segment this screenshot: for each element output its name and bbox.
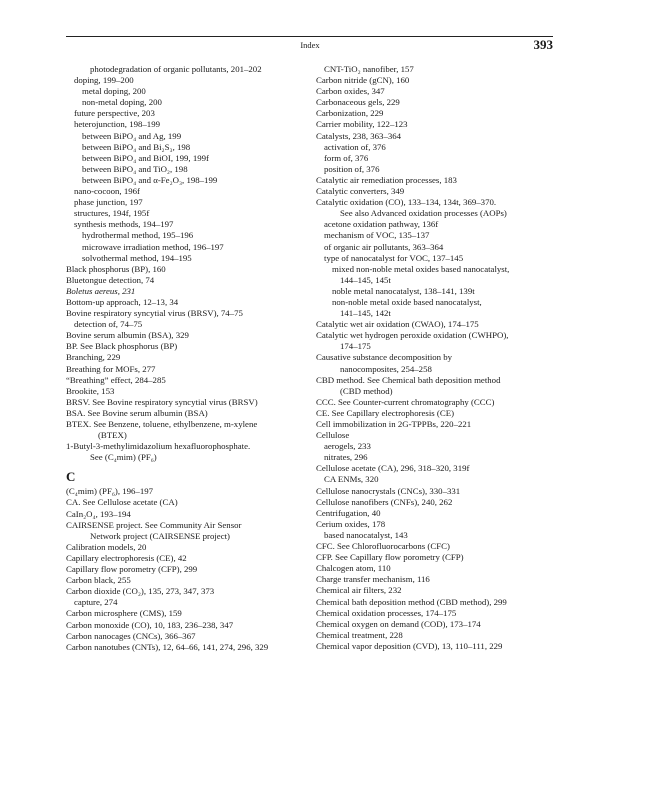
index-entry: between BiPO₄ and Ag, 199 xyxy=(82,130,182,141)
index-entry: 141–145, 142t xyxy=(340,308,391,319)
index-entry: mixed non-noble metal oxides based nanocatalyst, xyxy=(332,263,510,274)
index-entry: nanocomposites, 254–258 xyxy=(340,363,432,374)
index-entry: CA ENMs, 320 xyxy=(324,474,379,485)
index-entry: CAIRSENSE project. See Community Air Sensor xyxy=(66,519,242,530)
index-entry: Catalytic oxidation (CO), 133–134, 134t, 369–370. xyxy=(316,197,497,208)
index-entry: Chemical oxidation processes, 174–175 xyxy=(316,607,457,618)
index-entry: mechanism of VOC, 135–137 xyxy=(324,230,430,241)
index-entry: between BiPO₄ and TiO₂, 198 xyxy=(82,163,188,174)
index-entry: Chalcogen atom, 110 xyxy=(316,563,391,574)
index-entry: metal doping, 200 xyxy=(82,86,146,97)
index-entry: aerogels, 233 xyxy=(324,441,371,452)
index-entry: 144–145, 145t xyxy=(340,274,391,285)
index-entry: photodegradation of organic pollutants, 201–202 xyxy=(90,64,262,74)
index-entry: synthesis methods, 194–197 xyxy=(74,219,174,230)
index-entry: structures, 194f, 195f xyxy=(74,208,150,219)
index-entry: Carbonization, 229 xyxy=(316,108,384,119)
index-entry: (C₄mim) (PF₆), 196–197 xyxy=(66,486,154,497)
index-entry: Capillary flow porometry (CFP), 299 xyxy=(66,564,198,575)
index-entry: based nanocatalyst, 143 xyxy=(324,529,408,540)
index-entry: Chemical air filters, 232 xyxy=(316,585,402,596)
index-entry: “Breathing” effect, 284–285 xyxy=(66,374,166,385)
index-entry: Branching, 229 xyxy=(66,352,121,363)
index-entry: non-noble metal oxide based nanocatalyst, xyxy=(332,296,482,307)
index-entry: Brookite, 153 xyxy=(66,385,115,396)
index-entry: BP. See Black phosphorus (BP) xyxy=(66,341,178,352)
index-entry: phase junction, 197 xyxy=(74,197,143,208)
index-entry: Causative substance decomposition by xyxy=(316,352,453,363)
index-entry: form of, 376 xyxy=(324,152,369,163)
index-entry: Cellulose acetate (CA), 296, 318–320, 319f xyxy=(316,463,470,474)
index-entry: Cell immobilization in 2G-TPPBs, 220–221 xyxy=(316,419,472,429)
index-entry: microwave irradiation method, 196–197 xyxy=(82,241,224,252)
index-entry: Carbon nanocages (CNCs), 366–367 xyxy=(66,630,196,641)
index-entry: CCC. See Counter-current chromatography (CCC) xyxy=(316,396,495,407)
index-entry: Carbon oxides, 347 xyxy=(316,86,385,97)
index-entry: type of nanocatalyst for VOC, 137–145 xyxy=(324,252,464,263)
index-entry: Chemical treatment, 228 xyxy=(316,629,403,640)
index-entry: Carbon dioxide (CO₂), 135, 273, 347, 373 xyxy=(66,586,215,597)
index-entry: Calibration models, 20 xyxy=(66,541,147,552)
index-entry: doping, 199–200 xyxy=(74,75,134,86)
index-entry: Boletus aereus, 231 xyxy=(66,285,136,296)
index-entry: Cerium oxides, 178 xyxy=(316,518,386,529)
index-entry: CFP. See Capillary flow porometry (CFP) xyxy=(316,552,464,563)
index-entry: acetone oxidation pathway, 136f xyxy=(324,219,439,230)
index-entry: solvothermal method, 194–195 xyxy=(82,252,192,263)
index-entry: BRSV. See Bovine respiratory syncytial virus (BRSV) xyxy=(66,396,258,407)
index-entry: 1-Butyl-3-methylimidazolium hexafluorophosphate. xyxy=(66,441,251,452)
index-entry: CFC. See Chlorofluorocarbons (CFC) xyxy=(316,541,450,552)
index-entry: Cellulose xyxy=(316,430,350,441)
index-entry: CaIn₂O₄, 193–194 xyxy=(66,508,131,519)
index-entry: CNT-TiO₂ nanofiber, 157 xyxy=(324,64,414,74)
index-entry: Charge transfer mechanism, 116 xyxy=(316,574,430,585)
index-entry: Catalytic converters, 349 xyxy=(316,186,405,197)
index-entry: detection of, 74–75 xyxy=(74,319,143,330)
index-entry: between BiPO₄ and BiOI, 199, 199f xyxy=(82,152,209,163)
index-entry: Capillary electrophoresis (CE), 42 xyxy=(66,552,187,563)
index-entry: Carbonaceous gels, 229 xyxy=(316,97,400,108)
index-entry: Catalytic wet air oxidation (CWAO), 174–175 xyxy=(316,319,479,330)
index-entry: of organic air pollutants, 363–364 xyxy=(324,241,444,252)
index-entry: (BTEX) xyxy=(98,430,127,441)
index-entry: noble metal nanocatalyst, 138–141, 139t xyxy=(332,285,475,296)
header-rule xyxy=(66,36,553,37)
index-entry: BSA. See Bovine serum albumin (BSA) xyxy=(66,407,208,418)
index-entry: Bluetongue detection, 74 xyxy=(66,274,155,285)
index-entry: Chemical vapor deposition (CVD), 13, 110–111, 229 xyxy=(316,640,503,651)
index-entry: See (C₄mim) (PF₆) xyxy=(90,452,157,463)
index-entry: between BiPO₄ and Bi₂S₃, 198 xyxy=(82,141,191,152)
index-entry: Bovine serum albumin (BSA), 329 xyxy=(66,330,189,341)
index-entry: Chemical oxygen on demand (COD), 173–174 xyxy=(316,618,481,629)
index-entry: between BiPO₄ and α-Fe₂O₃, 198–199 xyxy=(82,174,218,185)
index-entry: Carbon black, 255 xyxy=(66,575,131,586)
index-column-right xyxy=(316,64,556,652)
page-number: 393 xyxy=(533,37,553,52)
index-entry: future perspective, 203 xyxy=(74,108,155,119)
index-entry: Chemical bath deposition method (CBD method), 299 xyxy=(316,596,507,607)
index-entry: Bovine respiratory syncytial virus (BRSV), 74–75 xyxy=(66,308,243,319)
index-entry: nitrates, 296 xyxy=(324,452,368,463)
index-column-left xyxy=(66,64,306,653)
index-entry: Catalytic wet hydrogen peroxide oxidation (CWHPO), xyxy=(316,330,509,341)
index-entry: Bottom-up approach, 12–13, 34 xyxy=(66,296,179,307)
index-entry: position of, 376 xyxy=(324,163,380,174)
index-entry: Catalysts, 238, 363–364 xyxy=(316,130,402,141)
index-entry: Carbon nanotubes (CNTs), 12, 64–66, 141, 274, 296, 329 xyxy=(66,641,269,652)
running-header-title: Index xyxy=(300,40,320,50)
index-entry: Carrier mobility, 122–123 xyxy=(316,119,408,130)
index-entry: Black phosphorus (BP), 160 xyxy=(66,263,166,274)
index-entry: Carbon microsphere (CMS), 159 xyxy=(66,608,182,619)
index-entry: 174–175 xyxy=(340,341,371,352)
index-entry: See also Advanced oxidation processes (AOPs) xyxy=(340,208,507,219)
index-entry: activation of, 376 xyxy=(324,141,386,152)
index-entry: non-metal doping, 200 xyxy=(82,97,162,108)
index-entry: heterojunction, 198–199 xyxy=(74,119,160,130)
index-entry: Cellulose nanofibers (CNFs), 240, 262 xyxy=(316,496,453,507)
index-entry: Catalytic air remediation processes, 183 xyxy=(316,174,457,185)
index-entry: nano-cocoon, 196f xyxy=(74,186,140,197)
index-entry: CBD method. See Chemical bath deposition method xyxy=(316,374,501,385)
index-entry: BTEX. See Benzene, toluene, ethylbenzene, m-xylene xyxy=(66,419,258,429)
index-entry: hydrothermal method, 195–196 xyxy=(82,230,194,241)
index-entry: Carbon nitride (gCN), 160 xyxy=(316,75,410,86)
index-section-letter: C xyxy=(66,469,76,485)
index-entry: Network project (CAIRSENSE project) xyxy=(90,530,230,541)
index-entry: Cellulose nanocrystals (CNCs), 330–331 xyxy=(316,485,461,496)
index-entry: capture, 274 xyxy=(74,597,118,608)
index-entry: Centrifugation, 40 xyxy=(316,507,381,518)
index-entry: (CBD method) xyxy=(340,385,393,396)
index-entry: Breathing for MOFs, 277 xyxy=(66,363,156,374)
index-entry: Carbon monoxide (CO), 10, 183, 236–238, 347 xyxy=(66,619,234,630)
index-entry: CA. See Cellulose acetate (CA) xyxy=(66,497,178,508)
index-entry: CE. See Capillary electrophoresis (CE) xyxy=(316,407,455,418)
